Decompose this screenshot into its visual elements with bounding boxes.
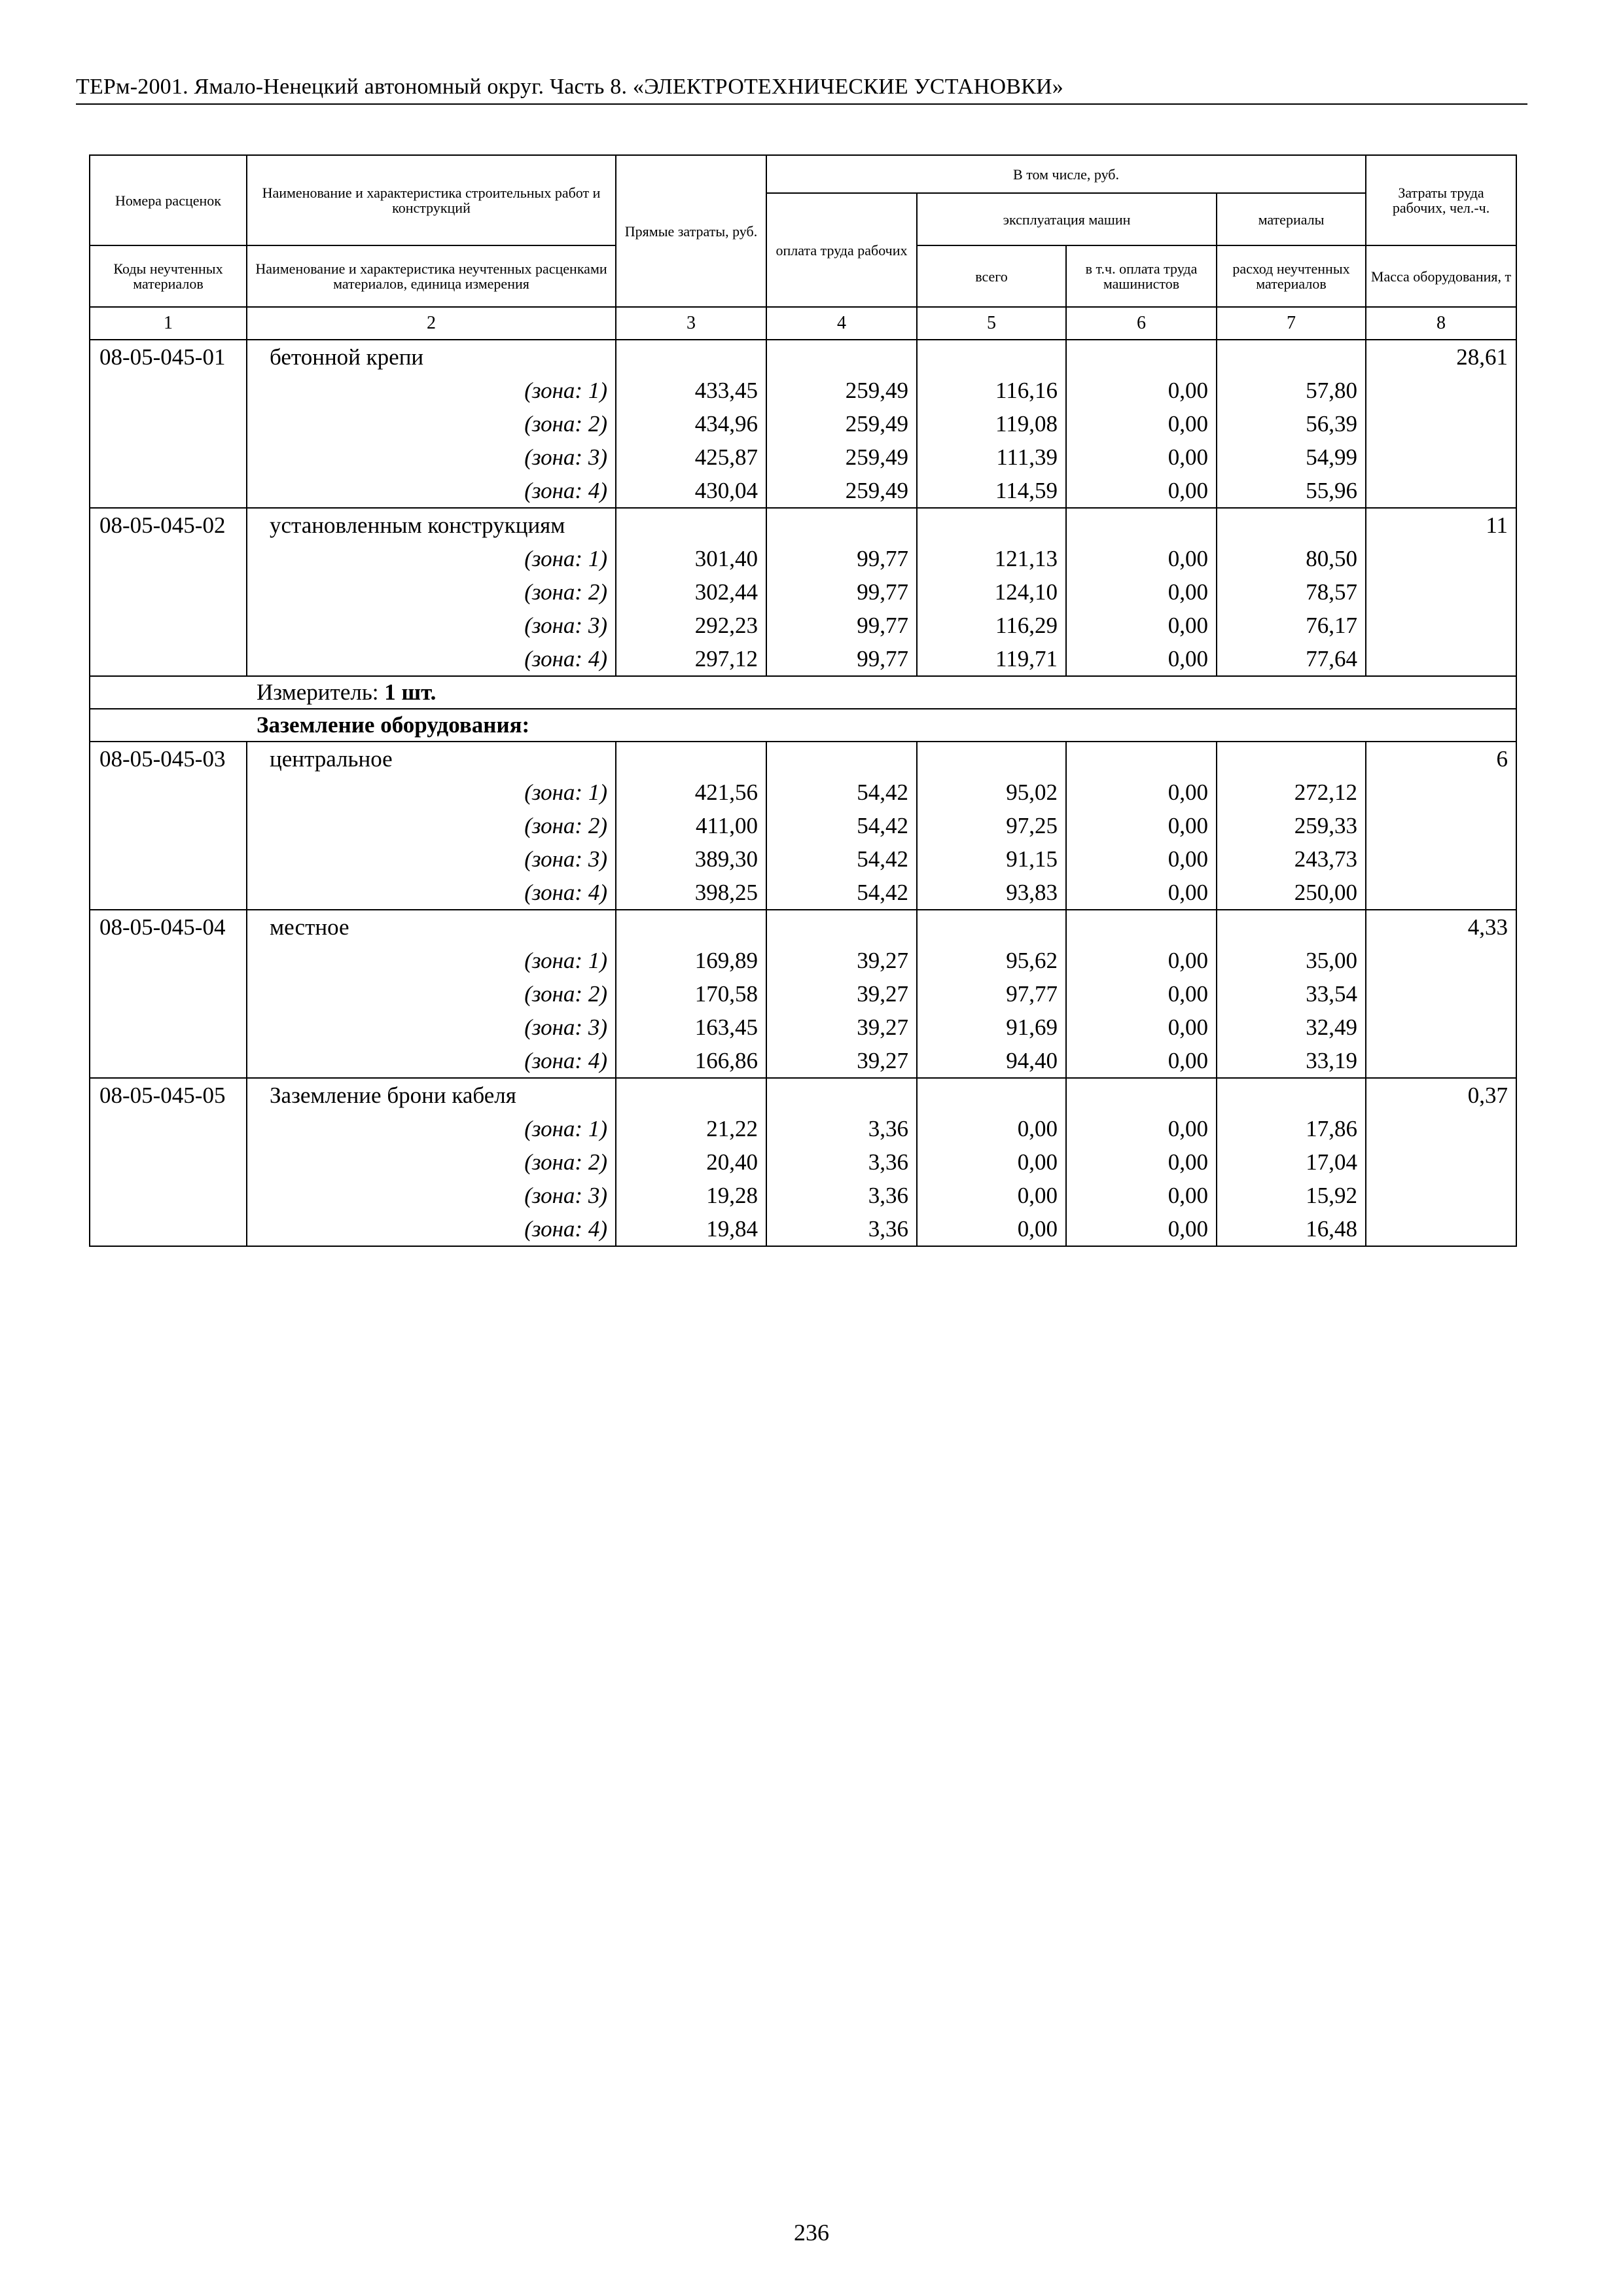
header-col1-bottom: Коды неучтенных материалов xyxy=(90,245,247,307)
empty-cell xyxy=(1366,1044,1516,1078)
rate-group xyxy=(90,1078,1516,1246)
machine-total-value: 95,02 xyxy=(917,776,1066,809)
labor-pay-value: 259,49 xyxy=(766,474,917,508)
zone-row xyxy=(90,474,1516,508)
materials-cost-value: 78,57 xyxy=(1217,575,1366,609)
zone-label: (зона: 3) xyxy=(247,1179,616,1212)
zone-label: (зона: 1) xyxy=(247,374,616,407)
header-materials: материалы xyxy=(1217,193,1366,245)
zone-row xyxy=(90,1212,1516,1246)
machine-total-value: 0,00 xyxy=(917,1212,1066,1246)
rate-code: 08-05-045-05 xyxy=(90,1078,247,1112)
machine-total-value: 91,15 xyxy=(917,842,1066,876)
empty-cell xyxy=(1217,340,1366,374)
materials-cost-value: 35,00 xyxy=(1217,944,1366,977)
machinist-pay-value: 0,00 xyxy=(1066,474,1217,508)
zone-row xyxy=(90,1145,1516,1179)
empty-cell xyxy=(766,742,917,776)
empty-cell xyxy=(917,910,1066,944)
machinist-pay-value: 0,00 xyxy=(1066,609,1217,642)
materials-cost-value: 250,00 xyxy=(1217,876,1366,910)
empty-cell xyxy=(1066,340,1217,374)
direct-costs-value: 21,22 xyxy=(616,1112,766,1145)
machinist-pay-value: 0,00 xyxy=(1066,776,1217,809)
labor-pay-value: 259,49 xyxy=(766,374,917,407)
empty-cell xyxy=(90,1145,247,1179)
rates-table xyxy=(89,154,1517,1247)
table-header xyxy=(90,155,1516,340)
zone-row xyxy=(90,642,1516,676)
zone-row xyxy=(90,407,1516,440)
column-number: 4 xyxy=(766,307,917,340)
section-title-row xyxy=(90,709,1516,742)
zone-row xyxy=(90,776,1516,809)
rate-head-row xyxy=(90,340,1516,374)
zone-row xyxy=(90,809,1516,842)
direct-costs-value: 292,23 xyxy=(616,609,766,642)
page-number: 236 xyxy=(794,2219,829,2246)
empty-cell xyxy=(766,340,917,374)
labor-pay-value: 54,42 xyxy=(766,776,917,809)
rate-code: 08-05-045-04 xyxy=(90,910,247,944)
empty-cell xyxy=(90,407,247,440)
empty-cell xyxy=(90,474,247,508)
column-numbers-row xyxy=(90,307,1516,340)
zone-row xyxy=(90,876,1516,910)
machinist-pay-value: 0,00 xyxy=(1066,642,1217,676)
zone-row xyxy=(90,609,1516,642)
machine-total-value: 97,25 xyxy=(917,809,1066,842)
rate-head-row xyxy=(90,910,1516,944)
direct-costs-value: 297,12 xyxy=(616,642,766,676)
empty-cell xyxy=(1366,575,1516,609)
zone-label: (зона: 3) xyxy=(247,440,616,474)
rate-head-row xyxy=(90,1078,1516,1112)
materials-cost-value: 54,99 xyxy=(1217,440,1366,474)
zone-row xyxy=(90,575,1516,609)
machine-total-value: 93,83 xyxy=(917,876,1066,910)
zone-label: (зона: 4) xyxy=(247,474,616,508)
zone-label: (зона: 3) xyxy=(247,1011,616,1044)
direct-costs-value: 411,00 xyxy=(616,809,766,842)
direct-costs-value: 166,86 xyxy=(616,1044,766,1078)
materials-cost-value: 259,33 xyxy=(1217,809,1366,842)
zone-row xyxy=(90,1179,1516,1212)
zone-label: (зона: 2) xyxy=(247,1145,616,1179)
machine-total-value: 119,71 xyxy=(917,642,1066,676)
materials-cost-value: 77,64 xyxy=(1217,642,1366,676)
machinist-pay-value: 0,00 xyxy=(1066,809,1217,842)
zone-row xyxy=(90,1112,1516,1145)
empty-cell xyxy=(616,1078,766,1112)
meter-cell xyxy=(90,676,1516,709)
rate-head-row xyxy=(90,742,1516,776)
machine-total-value: 0,00 xyxy=(917,1145,1066,1179)
empty-cell xyxy=(90,575,247,609)
header-unaccounted-materials: расход неучтенных материалов xyxy=(1217,245,1366,307)
empty-cell xyxy=(90,944,247,977)
labor-pay-value: 39,27 xyxy=(766,1044,917,1078)
materials-cost-value: 32,49 xyxy=(1217,1011,1366,1044)
materials-cost-value: 17,04 xyxy=(1217,1145,1366,1179)
materials-cost-value: 33,19 xyxy=(1217,1044,1366,1078)
header-col1-top: Номера расценок xyxy=(90,155,247,245)
labor-pay-value: 3,36 xyxy=(766,1145,917,1179)
header-machine-total: всего xyxy=(917,245,1066,307)
zone-label: (зона: 2) xyxy=(247,977,616,1011)
column-number: 3 xyxy=(616,307,766,340)
zone-label: (зона: 2) xyxy=(247,407,616,440)
rate-code: 08-05-045-02 xyxy=(90,508,247,542)
rate-name: Заземление брони кабеля xyxy=(247,1078,616,1112)
direct-costs-value: 301,40 xyxy=(616,542,766,575)
empty-cell xyxy=(917,340,1066,374)
zone-label: (зона: 1) xyxy=(247,1112,616,1145)
machine-total-value: 114,59 xyxy=(917,474,1066,508)
empty-cell xyxy=(90,1044,247,1078)
meter-value: 1 шт. xyxy=(384,679,437,705)
machinist-pay-value: 0,00 xyxy=(1066,1044,1217,1078)
header-col8-bottom: Масса оборудования, т xyxy=(1366,245,1516,307)
materials-cost-value: 16,48 xyxy=(1217,1212,1366,1246)
empty-cell xyxy=(90,1011,247,1044)
empty-cell xyxy=(90,977,247,1011)
empty-cell xyxy=(917,1078,1066,1112)
direct-costs-value: 302,44 xyxy=(616,575,766,609)
machine-total-value: 94,40 xyxy=(917,1044,1066,1078)
direct-costs-value: 425,87 xyxy=(616,440,766,474)
direct-costs-value: 170,58 xyxy=(616,977,766,1011)
machinist-pay-value: 0,00 xyxy=(1066,1179,1217,1212)
rate-group xyxy=(90,910,1516,1078)
labor-or-mass-value: 0,37 xyxy=(1366,1078,1516,1112)
empty-cell xyxy=(90,1212,247,1246)
labor-or-mass-value: 4,33 xyxy=(1366,910,1516,944)
rate-group xyxy=(90,340,1516,508)
labor-pay-value: 54,42 xyxy=(766,842,917,876)
labor-or-mass-value: 6 xyxy=(1366,742,1516,776)
labor-pay-value: 3,36 xyxy=(766,1179,917,1212)
column-number: 5 xyxy=(917,307,1066,340)
column-number: 1 xyxy=(90,307,247,340)
labor-pay-value: 259,49 xyxy=(766,407,917,440)
empty-cell xyxy=(1066,1078,1217,1112)
empty-cell xyxy=(766,910,917,944)
zone-label: (зона: 1) xyxy=(247,542,616,575)
empty-cell xyxy=(90,642,247,676)
machinist-pay-value: 0,00 xyxy=(1066,575,1217,609)
empty-cell xyxy=(1366,944,1516,977)
machine-total-value: 116,16 xyxy=(917,374,1066,407)
direct-costs-value: 169,89 xyxy=(616,944,766,977)
direct-costs-value: 20,40 xyxy=(616,1145,766,1179)
header-col8-top: Затраты труда рабочих, чел.-ч. xyxy=(1366,155,1516,245)
empty-cell xyxy=(1366,776,1516,809)
header-direct-costs: Прямые затраты, руб. xyxy=(616,155,766,307)
empty-cell xyxy=(1366,1112,1516,1145)
empty-cell xyxy=(1366,1145,1516,1179)
labor-pay-value: 259,49 xyxy=(766,440,917,474)
direct-costs-value: 433,45 xyxy=(616,374,766,407)
machine-total-value: 116,29 xyxy=(917,609,1066,642)
zone-label: (зона: 4) xyxy=(247,1044,616,1078)
empty-cell xyxy=(1366,809,1516,842)
empty-cell xyxy=(917,742,1066,776)
meter-row xyxy=(90,676,1516,709)
empty-cell xyxy=(1366,374,1516,407)
column-number: 7 xyxy=(1217,307,1366,340)
materials-cost-value: 56,39 xyxy=(1217,407,1366,440)
machinist-pay-value: 0,00 xyxy=(1066,1011,1217,1044)
empty-cell xyxy=(1066,742,1217,776)
zone-row xyxy=(90,1044,1516,1078)
labor-or-mass-value: 28,61 xyxy=(1366,340,1516,374)
empty-cell xyxy=(90,609,247,642)
direct-costs-value: 421,56 xyxy=(616,776,766,809)
header-machine-operation: эксплуатация машин xyxy=(917,193,1217,245)
empty-cell xyxy=(616,340,766,374)
zone-row xyxy=(90,542,1516,575)
column-number: 6 xyxy=(1066,307,1217,340)
machinist-pay-value: 0,00 xyxy=(1066,1112,1217,1145)
empty-cell xyxy=(1217,910,1366,944)
header-labor-pay: оплата труда рабочих xyxy=(766,193,917,307)
labor-pay-value: 99,77 xyxy=(766,642,917,676)
labor-pay-value: 39,27 xyxy=(766,977,917,1011)
empty-cell xyxy=(1366,1011,1516,1044)
empty-cell xyxy=(1217,508,1366,542)
zone-row xyxy=(90,1011,1516,1044)
machinist-pay-value: 0,00 xyxy=(1066,1212,1217,1246)
labor-pay-value: 39,27 xyxy=(766,944,917,977)
machinist-pay-value: 0,00 xyxy=(1066,440,1217,474)
empty-cell xyxy=(90,876,247,910)
machine-total-value: 91,69 xyxy=(917,1011,1066,1044)
machinist-pay-value: 0,00 xyxy=(1066,374,1217,407)
zone-label: (зона: 3) xyxy=(247,842,616,876)
materials-cost-value: 243,73 xyxy=(1217,842,1366,876)
labor-pay-value: 99,77 xyxy=(766,542,917,575)
rate-group xyxy=(90,742,1516,910)
labor-pay-value: 3,36 xyxy=(766,1112,917,1145)
machine-total-value: 119,08 xyxy=(917,407,1066,440)
zone-label: (зона: 2) xyxy=(247,809,616,842)
empty-cell xyxy=(1366,642,1516,676)
empty-cell xyxy=(90,1179,247,1212)
machinist-pay-value: 0,00 xyxy=(1066,842,1217,876)
empty-cell xyxy=(1066,508,1217,542)
empty-cell xyxy=(1217,1078,1366,1112)
machinist-pay-value: 0,00 xyxy=(1066,407,1217,440)
rate-name: бетонной крепи xyxy=(247,340,616,374)
empty-cell xyxy=(90,776,247,809)
labor-pay-value: 3,36 xyxy=(766,1212,917,1246)
machinist-pay-value: 0,00 xyxy=(1066,944,1217,977)
header-col2-top: Наименование и характеристика строительных работ и конструкций xyxy=(247,155,616,245)
empty-cell xyxy=(616,508,766,542)
zone-row xyxy=(90,977,1516,1011)
rate-name: местное xyxy=(247,910,616,944)
machine-total-value: 95,62 xyxy=(917,944,1066,977)
machine-total-value: 124,10 xyxy=(917,575,1066,609)
labor-pay-value: 99,77 xyxy=(766,609,917,642)
meter-row-group xyxy=(90,676,1516,742)
machinist-pay-value: 0,00 xyxy=(1066,1145,1217,1179)
rate-name: центральное xyxy=(247,742,616,776)
empty-cell xyxy=(1366,876,1516,910)
empty-cell xyxy=(1366,842,1516,876)
zone-row xyxy=(90,842,1516,876)
header-machinist-pay: в т.ч. оплата труда машинистов xyxy=(1066,245,1217,307)
materials-cost-value: 57,80 xyxy=(1217,374,1366,407)
rate-group xyxy=(90,508,1516,676)
materials-cost-value: 272,12 xyxy=(1217,776,1366,809)
zone-label: (зона: 1) xyxy=(247,944,616,977)
empty-cell xyxy=(1366,407,1516,440)
empty-cell xyxy=(1366,474,1516,508)
zone-row xyxy=(90,374,1516,407)
empty-cell xyxy=(766,1078,917,1112)
zone-label: (зона: 1) xyxy=(247,776,616,809)
labor-pay-value: 39,27 xyxy=(766,1011,917,1044)
direct-costs-value: 434,96 xyxy=(616,407,766,440)
machine-total-value: 111,39 xyxy=(917,440,1066,474)
empty-cell xyxy=(1217,742,1366,776)
materials-cost-value: 15,92 xyxy=(1217,1179,1366,1212)
rate-head-row xyxy=(90,508,1516,542)
section-title: Заземление оборудования: xyxy=(90,709,1516,742)
direct-costs-value: 430,04 xyxy=(616,474,766,508)
empty-cell xyxy=(90,440,247,474)
running-header: ТЕРм-2001. Ямало-Ненецкий автономный округ. Часть 8. «ЭЛЕКТРОТЕХНИЧЕСКИЕ УСТАНОВКИ» xyxy=(76,73,1527,105)
column-number: 2 xyxy=(247,307,616,340)
labor-or-mass-value: 11 xyxy=(1366,508,1516,542)
empty-cell xyxy=(90,542,247,575)
header-col2-bottom: Наименование и характеристика неучтенных расценками материалов, единица измерения xyxy=(247,245,616,307)
machine-total-value: 0,00 xyxy=(917,1112,1066,1145)
empty-cell xyxy=(1366,440,1516,474)
materials-cost-value: 76,17 xyxy=(1217,609,1366,642)
zone-label: (зона: 2) xyxy=(247,575,616,609)
empty-cell xyxy=(1366,609,1516,642)
empty-cell xyxy=(1066,910,1217,944)
zone-row xyxy=(90,944,1516,977)
header-including: В том числе, руб. xyxy=(766,155,1366,193)
machinist-pay-value: 0,00 xyxy=(1066,542,1217,575)
machinist-pay-value: 0,00 xyxy=(1066,977,1217,1011)
zone-label: (зона: 4) xyxy=(247,1212,616,1246)
empty-cell xyxy=(90,1112,247,1145)
direct-costs-value: 398,25 xyxy=(616,876,766,910)
machine-total-value: 97,77 xyxy=(917,977,1066,1011)
empty-cell xyxy=(1366,1212,1516,1246)
empty-cell xyxy=(90,842,247,876)
labor-pay-value: 99,77 xyxy=(766,575,917,609)
rate-code: 08-05-045-01 xyxy=(90,340,247,374)
machinist-pay-value: 0,00 xyxy=(1066,876,1217,910)
empty-cell xyxy=(616,742,766,776)
rate-name: установленным конструкциям xyxy=(247,508,616,542)
direct-costs-value: 19,28 xyxy=(616,1179,766,1212)
column-number: 8 xyxy=(1366,307,1516,340)
empty-cell xyxy=(766,508,917,542)
zone-row xyxy=(90,440,1516,474)
materials-cost-value: 33,54 xyxy=(1217,977,1366,1011)
direct-costs-value: 389,30 xyxy=(616,842,766,876)
zone-label: (зона: 4) xyxy=(247,642,616,676)
labor-pay-value: 54,42 xyxy=(766,809,917,842)
machine-total-value: 121,13 xyxy=(917,542,1066,575)
materials-cost-value: 17,86 xyxy=(1217,1112,1366,1145)
empty-cell xyxy=(1366,542,1516,575)
materials-cost-value: 80,50 xyxy=(1217,542,1366,575)
labor-pay-value: 54,42 xyxy=(766,876,917,910)
empty-cell xyxy=(616,910,766,944)
empty-cell xyxy=(1366,1179,1516,1212)
empty-cell xyxy=(917,508,1066,542)
empty-cell xyxy=(90,809,247,842)
rate-code: 08-05-045-03 xyxy=(90,742,247,776)
empty-cell xyxy=(1366,977,1516,1011)
empty-cell xyxy=(90,374,247,407)
materials-cost-value: 55,96 xyxy=(1217,474,1366,508)
direct-costs-value: 19,84 xyxy=(616,1212,766,1246)
zone-label: (зона: 4) xyxy=(247,876,616,910)
direct-costs-value: 163,45 xyxy=(616,1011,766,1044)
machine-total-value: 0,00 xyxy=(917,1179,1066,1212)
zone-label: (зона: 3) xyxy=(247,609,616,642)
meter-label: Измеритель: xyxy=(257,679,385,705)
